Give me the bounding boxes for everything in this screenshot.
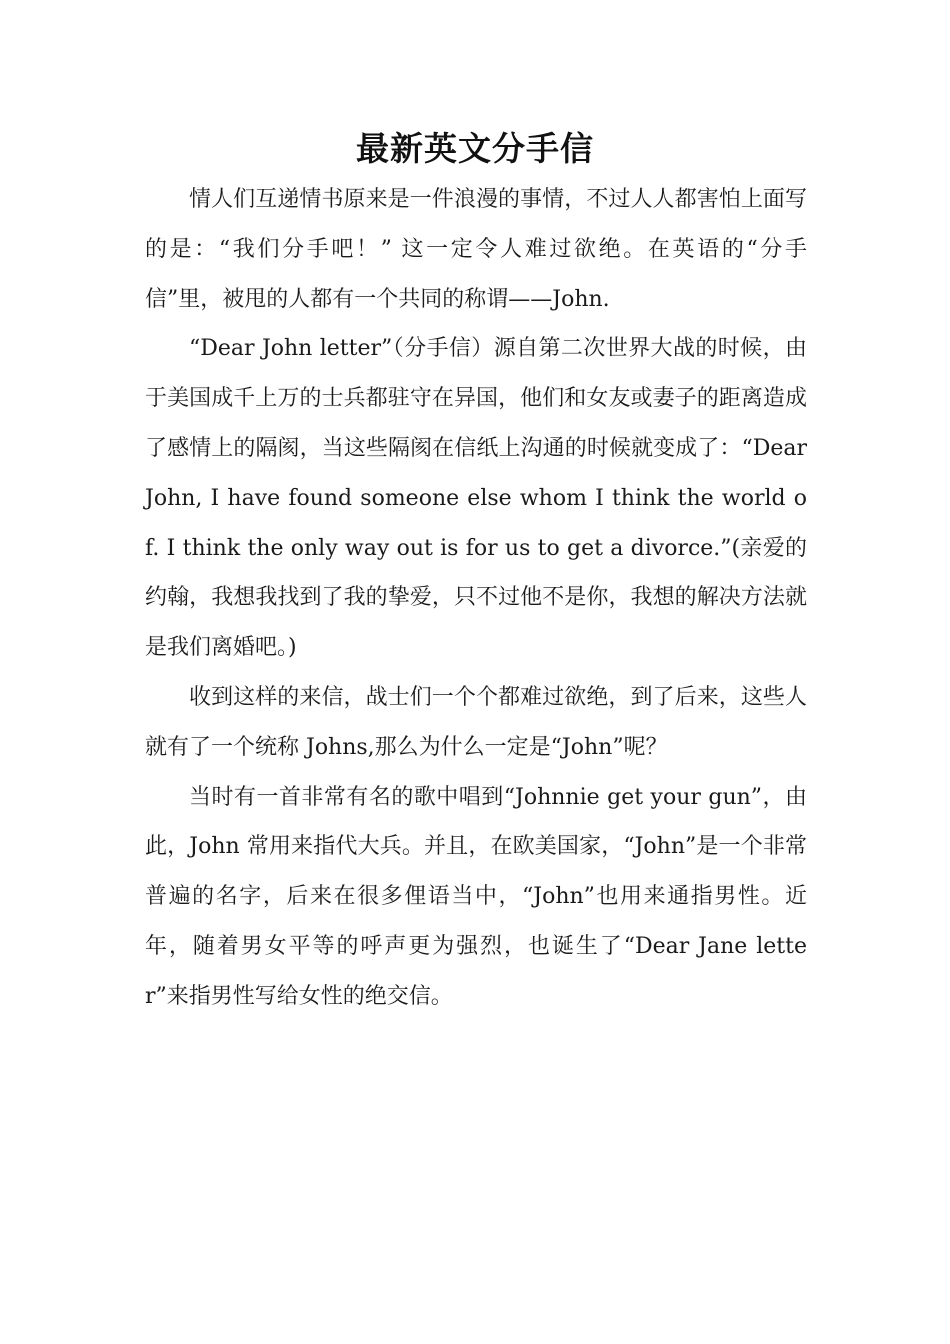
paragraph-song: 当时有一首非常有名的歌中唱到“Johnnie get your gun”，由此，John 常用来指代大兵。并且，在欧美国家，“John”是一个非常普遍的名字，后来在很多俚语当中，“John”也用来通指男性。近年，随着男女平等的呼声更为强烈，也诞生了“Dear Jane letter”来指男性写给女性的绝交信。: [145, 784, 807, 1009]
document-title: 最新英文分手信: [356, 129, 594, 168]
document-body: [145, 175, 807, 1022]
paragraph-johns: 收到这样的来信，战士们一个个都难过欲绝，到了后来，这些人就有了一个统称 Johns,那么为什么一定是“John”呢？: [145, 684, 807, 760]
paragraph-history: “Dear John letter”（分手信）源自第二次世界大战的时候，由于美国成千上万的士兵都驻守在异国，他们和女友或妻子的距离造成了感情上的隔阂，当这些隔阂在信纸上沟通的时候就变成了：“Dear John, I have found someone else whom I think the world of. I think the only way out is for us to get a divorce.”(亲爱的约翰，我想我找到了我的挚爱，只不过他不是你，我想的解决方法就是我们离婚吧。): [145, 336, 807, 661]
paragraph-intro: 情人们互递情书原来是一件浪漫的事情，不过人人都害怕上面写的是：“我们分手吧！” 这一定令人难过欲绝。在英语的“分手信”里，被甩的人都有一个共同的称谓——John.: [145, 187, 807, 312]
